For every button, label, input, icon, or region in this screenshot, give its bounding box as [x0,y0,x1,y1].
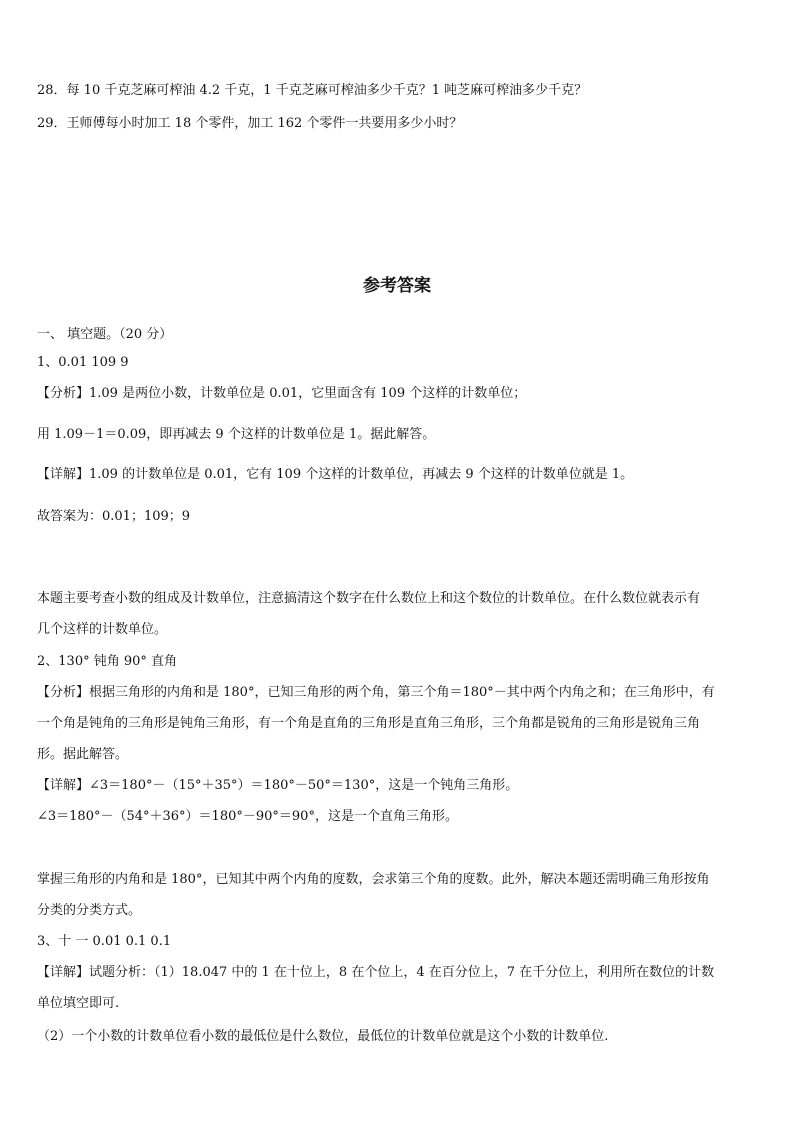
answer-3-detail-line-2: 单位填空即可. [37,996,120,1011]
answer-1-conclusion: 故答案为：0.01；109；9 [37,509,191,524]
answers-title: 参考答案 [363,276,431,296]
answer-2-analysis-line-3: 形。据此解答。 [37,747,129,762]
answer-1-comment-line-1: 本题主要考查小数的组成及计数单位，注意搞清这个数字在什么数位上和这个数位的计数单位。在什么数位就表示有 [37,591,701,606]
answer-1: 1、0.01 109 9 [37,355,129,370]
section-heading-fill-blank: 一、 填空题。（20 分） [37,327,173,342]
answer-1-comment-line-2: 几个这样的计数单位。 [37,622,168,637]
answer-2-analysis-line-1: 【分析】根据三角形的内角和是 180°，已知三角形的两个角，第三个角＝180°－其中两个内角之和；在三角形中，有 [37,685,715,700]
answer-3-detail-line-1: 【详解】试题分析：（1）18.047 中的 1 在十位上，8 在个位上，4 在百分位上，7 在千分位上，利用所在数位的计数 [37,965,715,980]
answer-2-detail-line-1: 【详解】∠3＝180°－（15°＋35°）＝180°－50°＝130°，这是一个钝角三角形。 [37,778,519,793]
answer-3-detail-line-3: （2）一个小数的计数单位看小数的最低位是什么数位，最低位的计数单位就是这个小数的计数单位. [37,1029,609,1044]
answer-2-comment-line-1: 掌握三角形的内角和是 180°，已知其中两个内角的度数，会求第三个角的度数。此外，解决本题还需明确三角形按角 [37,872,710,887]
question-28: 28．每 10 千克芝麻可榨油 4.2 千克，1 千克芝麻可榨油多少千克？1 吨芝麻可榨油多少千克？ [37,83,588,98]
answer-2-comment-line-2: 分类的分类方式。 [37,903,142,918]
answer-1-analysis-line-2: 用 1.09－1＝0.09，即再减去 9 个这样的计数单位是 1。据此解答。 [37,427,436,442]
question-29: 29．王师傅每小时加工 18 个零件，加工 162 个零件一共要用多少小时？ [37,116,463,131]
answer-3: 3、十 一 0.01 0.1 0.1 [37,934,172,949]
answer-1-analysis-line-1: 【分析】1.09 是两位小数，计数单位是 0.01，它里面含有 109 个这样的计数单位； [37,386,527,401]
answer-2: 2、130° 钝角 90° 直角 [37,654,178,669]
answer-1-detail: 【详解】1.09 的计数单位是 0.01，它有 109 个这样的计数单位，再减去 9 个这样的计数单位就是 1。 [37,467,634,482]
answer-2-detail-line-2: ∠3＝180°－（54°＋36°）＝180°－90°＝90°，这是一个直角三角形。 [37,809,458,824]
answer-2-analysis-line-2: 一个角是钝角的三角形是钝角三角形，有一个角是直角的三角形是直角三角形，三个角都是锐角的三角形是锐角三角 [37,716,701,731]
